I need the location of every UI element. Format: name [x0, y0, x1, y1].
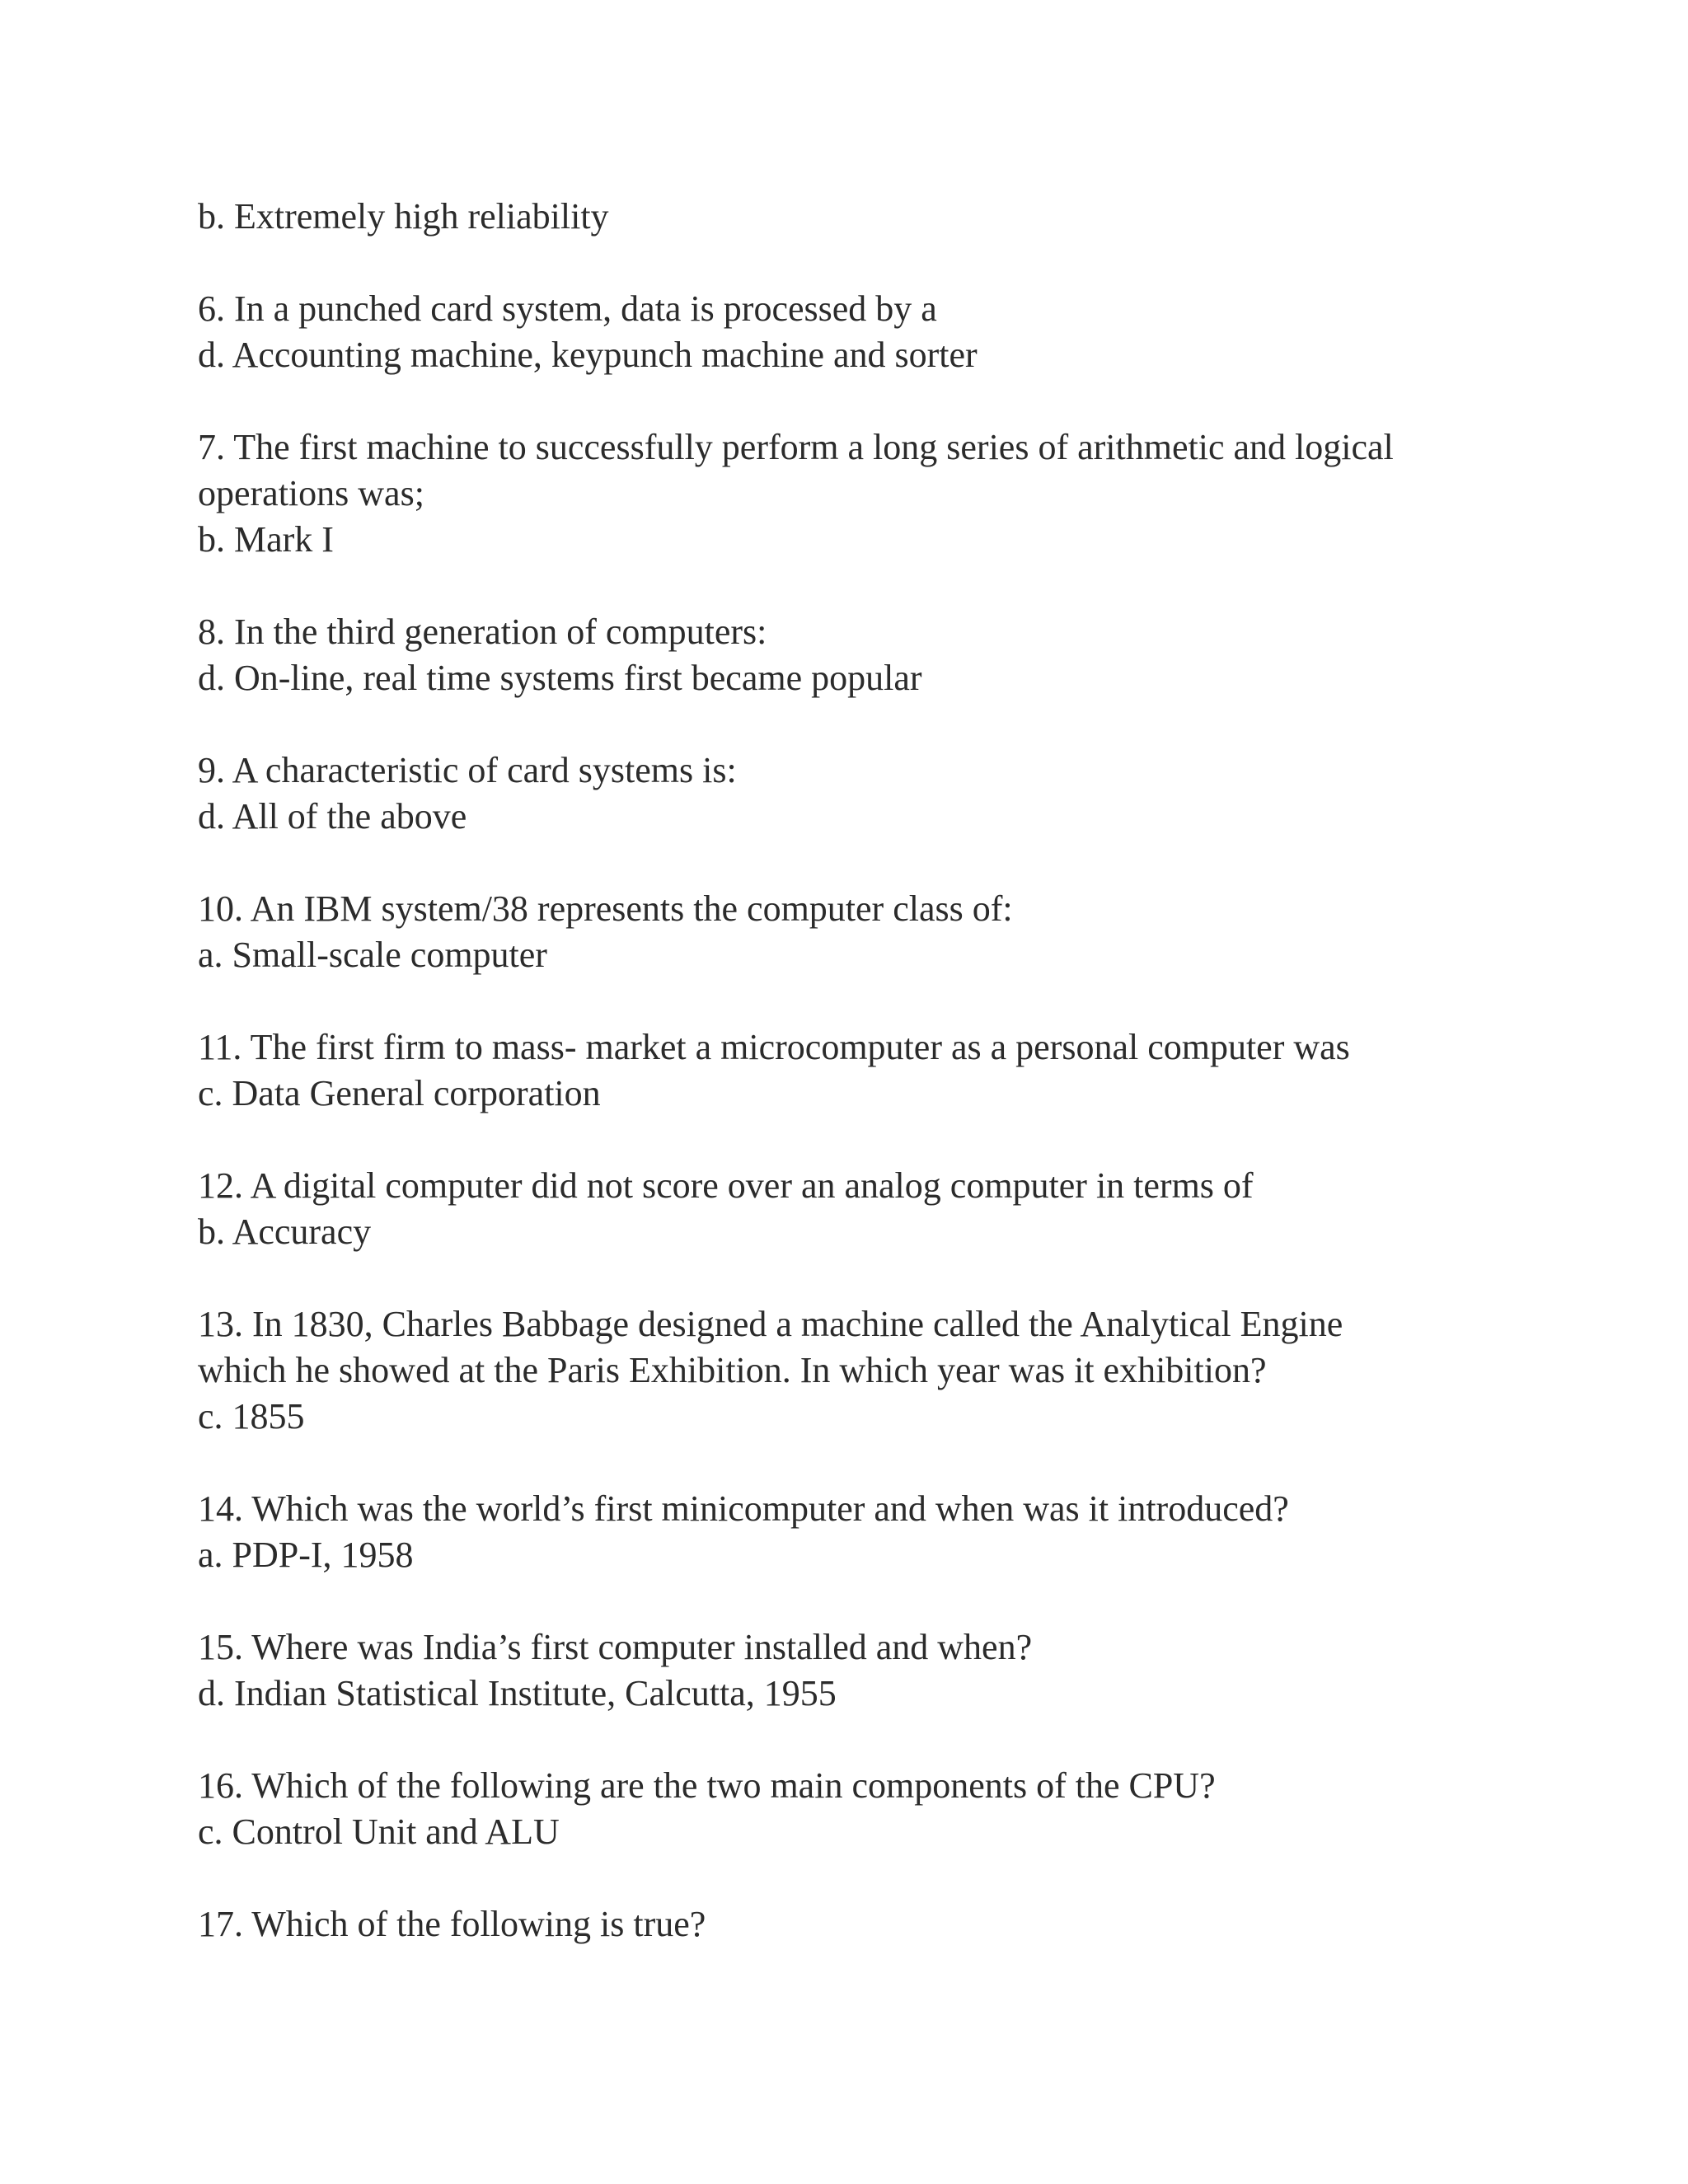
answer-line: d. Indian Statistical Institute, Calcutta, 1955: [198, 1673, 837, 1713]
question-line: 15. Where was India’s first computer installed and when?: [198, 1627, 1033, 1667]
question-line: 9. A characteristic of card systems is:: [198, 750, 737, 790]
answer-line: b. Mark I: [198, 519, 334, 560]
document-content: [198, 194, 1533, 1994]
question-line: 10. An IBM system/38 represents the computer class of:: [198, 888, 1013, 929]
answer-line: c. 1855: [198, 1396, 305, 1436]
question-block-10: [198, 886, 1533, 978]
question-block-16: [198, 1763, 1533, 1855]
question-line: 11. The first firm to mass- market a microcomputer as a personal computer was: [198, 1027, 1350, 1067]
question-block-15: [198, 1624, 1533, 1717]
answer-line: b. Extremely high reliability: [198, 196, 609, 237]
question-line: 17. Which of the following is true?: [198, 1904, 706, 1944]
answer-line: a. Small-scale computer: [198, 935, 547, 975]
question-line: 13. In 1830, Charles Babbage designed a machine called the Analytical Engine: [198, 1304, 1343, 1344]
question-block-9: [198, 748, 1533, 840]
question-line: 14. Which was the world’s first minicomputer and when was it introduced?: [198, 1488, 1289, 1529]
question-line: 8. In the third generation of computers:: [198, 612, 767, 652]
answer-line: b. Accuracy: [198, 1212, 372, 1252]
question-line: operations was;: [198, 473, 424, 513]
answer-line: c. Control Unit and ALU: [198, 1811, 560, 1852]
question-line: 16. Which of the following are the two main components of the CPU?: [198, 1765, 1216, 1806]
question-block-7: [198, 424, 1533, 563]
question-block-12: [198, 1163, 1533, 1255]
answer-line: d. All of the above: [198, 796, 467, 837]
question-block-8: [198, 609, 1533, 701]
question-block-14: [198, 1486, 1533, 1578]
question-line: 6. In a punched card system, data is processed by a: [198, 288, 937, 329]
question-line: 12. A digital computer did not score over an analog computer in terms of: [198, 1165, 1254, 1206]
question-line: 7. The first machine to successfully perform a long series of arithmetic and logical: [198, 427, 1394, 467]
question-block-6: [198, 286, 1533, 378]
question-block-11: [198, 1024, 1533, 1117]
answer-line: d. On-line, real time systems first became popular: [198, 658, 922, 698]
answer-block-5: [198, 194, 1533, 240]
answer-line: d. Accounting machine, keypunch machine and sorter: [198, 335, 978, 375]
question-block-17: [198, 1901, 1533, 1947]
answer-line: c. Data General corporation: [198, 1073, 601, 1113]
question-line: which he showed at the Paris Exhibition. In which year was it exhibition?: [198, 1350, 1267, 1390]
question-block-13: [198, 1301, 1533, 1440]
answer-line: a. PDP-I, 1958: [198, 1535, 414, 1575]
